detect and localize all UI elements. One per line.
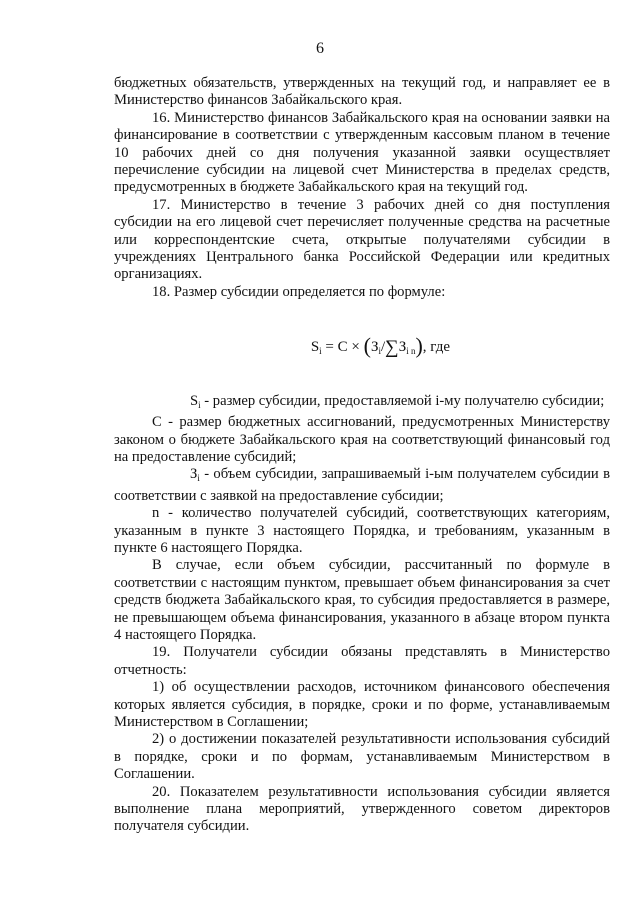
definition-s-text: - размер субсидии, предоставляемой i-му получателю субсидии; [200,392,605,409]
definition-c: С - размер бюджетных ассигнований, предусмотренных Министерству законом о бюджете Забайкальского края на соответствующий финансовый год на предоставление субсидий; [114,414,610,465]
paragraph-continuation: бюджетных обязательств, утвержденных на текущий год, и направляет ее в Министерство финансов Забайкальского края. [114,75,610,109]
paragraph-17: 17. Министерство в течение 3 рабочих дней со дня поступления субсидии на его лицевой счет перечисляет полученные средства на расчетные или корреспондентские счета, открытые получателями субсидии в учреждениях Центрального банка Российской Федерации или кредитных организациях. [114,196,610,283]
formula-open-bracket: ( [363,333,371,359]
formula-z2: З [398,339,407,356]
formula-slash: / [380,339,386,356]
paragraph-16: 16. Министерство финансов Забайкальского края на основании заявки на финансирование в соответствии с утвержденным кассовым планом в течение 10 рабочих дней со дня получения указанной заявки осуществляет перечисление субсидии на лицевой счет Министерства в пределах средств, предусмотренных в бюджете Забайкальского края на текущий год. [114,109,610,196]
formula-lhs: S [310,339,320,356]
definition-s-symbol: S [190,392,199,409]
formula-eq: = C × [321,339,364,356]
formula-sum: ∑ [385,337,399,359]
paragraph-20: 20. Показателем результативности использования субсидии является выполнение плана мероприятий, утвержденного советом директоров получателя субсидии. [114,783,610,835]
paragraph-19-item-2: 2) о достижении показателей результативности использования субсидий в порядке, сроки и по формам, устанавливаемым Министерством в Соглашении. [114,731,610,783]
formula-tail: , где [422,339,450,356]
formula-z: З [370,339,379,356]
definition-n: n - количество получателей субсидий, соответствующих категориям, указанным в пункте 3 настоящего Порядка, и требованиям, указанным в пункте 6 настоящего Порядка. [114,505,610,556]
formula-close-bracket: ) [415,333,423,359]
paragraph-19: 19. Получатели субсидии обязаны представлять в Министерство отчетность: [114,644,610,678]
page-number: 6 [316,40,324,57]
paragraph-18: 18. Размер субсидии определяется по формуле: [152,283,446,300]
paragraph-excess: В случае, если объем субсидии, рассчитанный по формуле в соответствии с настоящим пунктом, превышает объем финансирования за счет средств бюджета Забайкальского края, то субсидия предоставляется в размере, не превышающем объема финансирования, указанного в абзаце втором пункта 4 настоящего Порядка. [114,557,610,643]
definition-z-sub: i [197,473,200,484]
formula-z-sub: i [378,346,381,357]
definition-z-symbol: З [190,466,198,483]
definition-z [114,466,610,505]
formula-z2-sub: i n [406,346,416,357]
definition-s [114,393,610,414]
definition-z-text: - объем субсидии, запрашиваемый i-ым получателем субсидии в соответствии с заявкой на предоставление субсидии; [114,466,610,504]
document-body [114,75,610,836]
paragraph-19-item-1: 1) об осуществлении расходов, источником финансового обеспечения которых является субсидия, в порядке, сроки и по форме, устанавливаемым Министерством в Соглашении; [114,679,610,730]
subsidy-formula [114,333,450,360]
definition-s-sub: i [198,399,201,410]
formula-lhs-sub: i [319,346,322,357]
